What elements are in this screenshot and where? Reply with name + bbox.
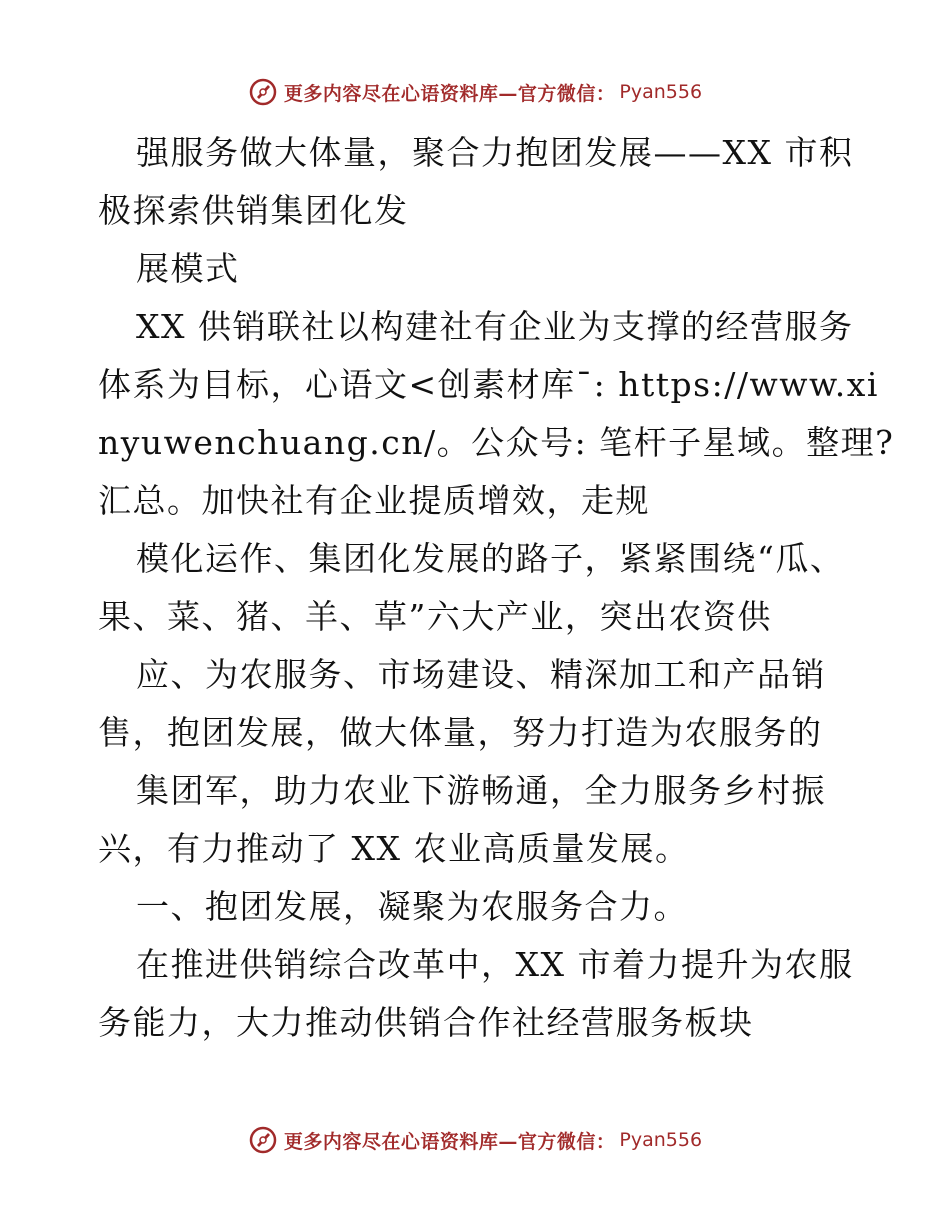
text-line: nyuwenchuang.cn/。公众号: 笔杆子星域。整理? [98,423,895,462]
text-line: 在推进供销综合改革中，XX 市着力提升为农服 [136,945,854,984]
text-line: 模化运作、集团化发展的路子，紧紧围绕“瓜、 [136,539,845,578]
text-line: 汇总。加快社有企业提质增效，走规 [98,481,650,520]
banner-wechat-id: Pyan556 [619,81,703,103]
section-heading: 一、抱团发展，凝聚为农服务合力。 [136,887,688,926]
text-line: 强服务做大体量，聚合力抱团发展——XX 市积 [136,133,854,172]
text-line: 应、为农服务、市场建设、精深加工和产品销 [136,655,826,694]
text-line: 极探索供销集团化发 [98,191,409,230]
text-line: 集团军，助力农业下游畅通，全力服务乡村振 [136,771,826,810]
quill-seal-icon [248,77,278,107]
text-line: 体系为目标，心语文<创素材库¯: https://www.xi [98,365,879,404]
text-line: 果、菜、猪、羊、草”六大产业，突出农资供 [98,597,772,636]
text-line: 务能力，大力推动供销合作社经营服务板块 [98,1003,754,1042]
text-line: XX 供销联社以构建社有企业为支撑的经营服务 [136,307,854,346]
banner-wechat-id: Pyan556 [619,1129,703,1151]
banner-text: 更多内容尽在心语资料库—官方微信： [283,82,616,105]
text-line: 兴，有力推动了 XX 农业高质量发展。 [98,829,690,868]
header-banner [0,72,950,112]
text-line: 售，抱团发展，做大体量，努力打造为农服务的 [98,713,823,752]
banner-text: 更多内容尽在心语资料库—官方微信： [283,1130,616,1153]
footer-banner [0,1120,950,1160]
document-body [98,124,895,1052]
quill-seal-icon [248,1125,278,1155]
text-line: 展模式 [136,249,240,288]
